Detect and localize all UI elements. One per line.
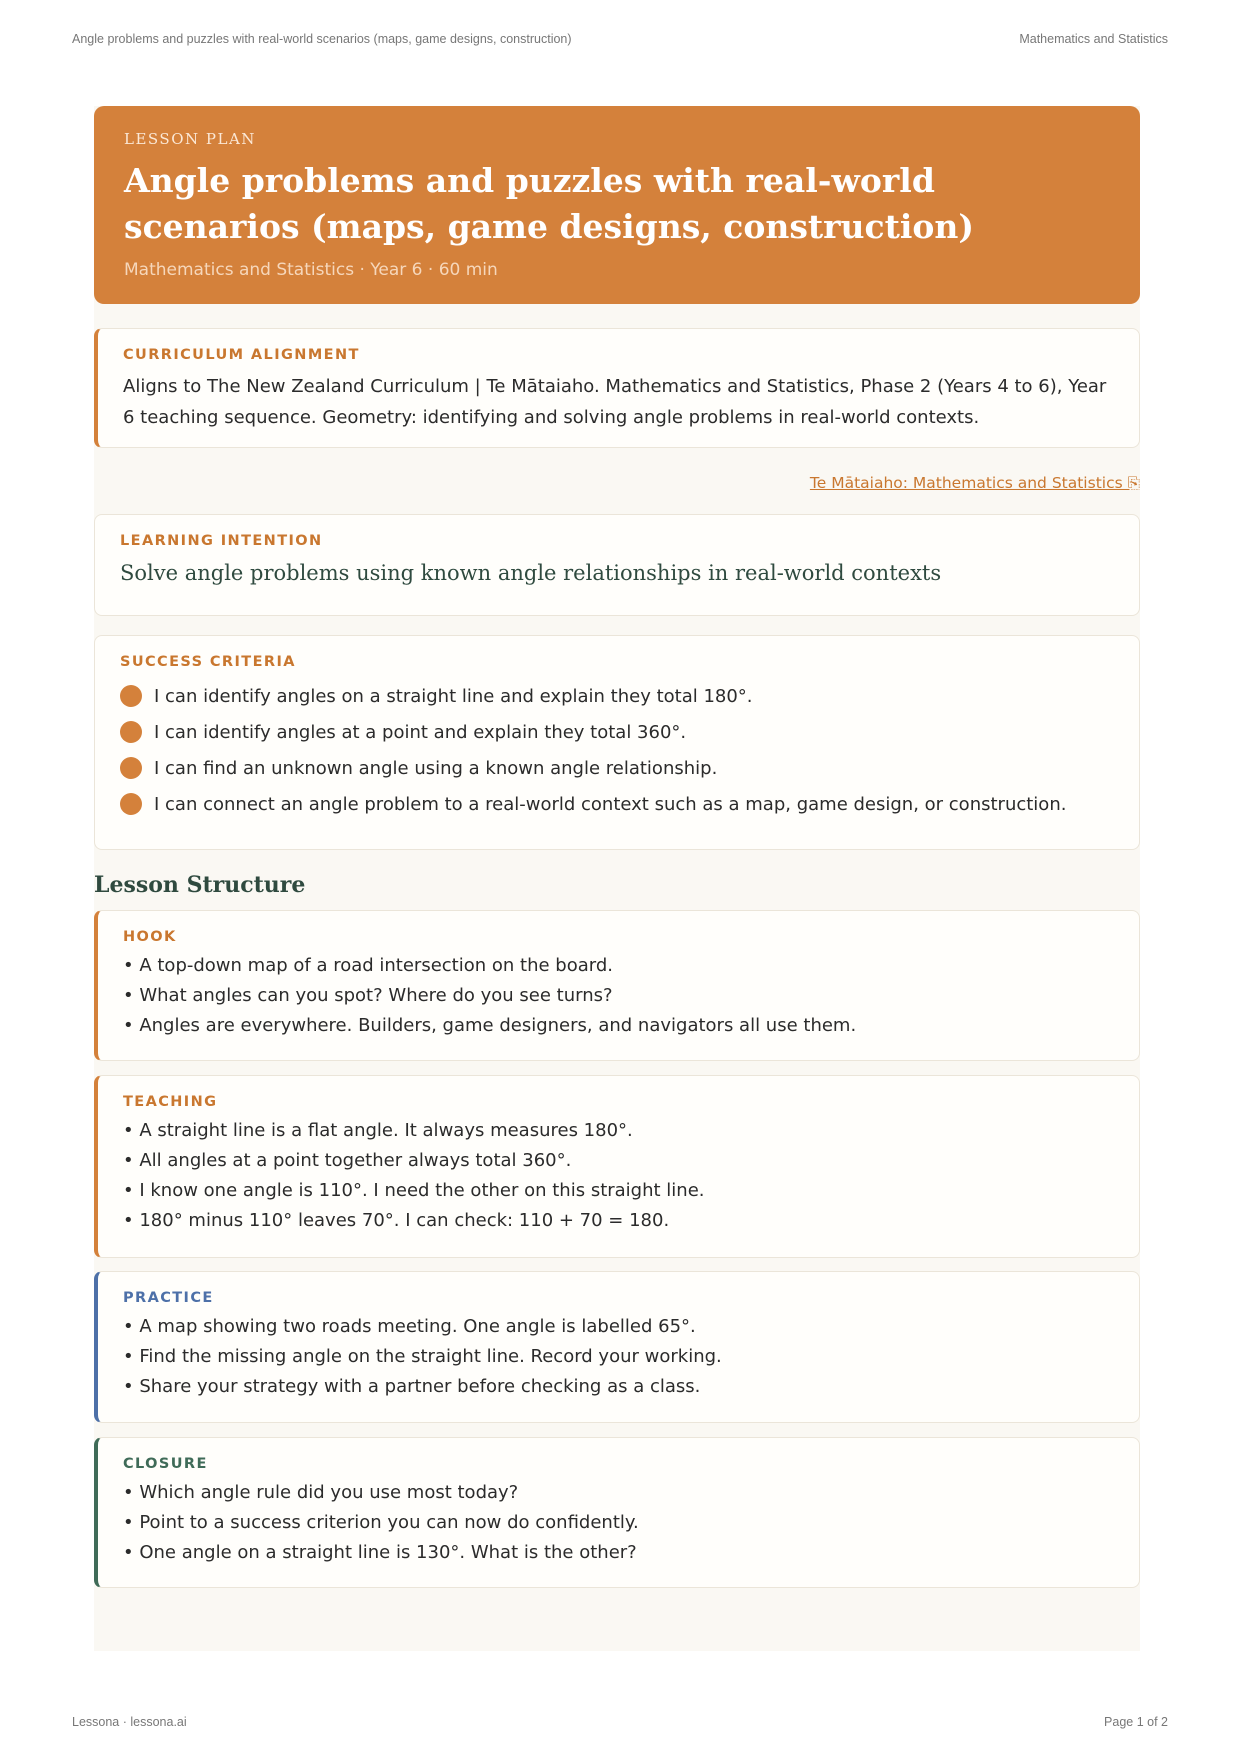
teaching-label: TEACHING <box>123 1094 218 1110</box>
curriculum-alignment-card <box>94 328 1140 448</box>
list-item: • Find the missing angle on the straight line. Record your working. <box>123 1346 722 1367</box>
learning-intention-card <box>94 514 1140 616</box>
learning-intention-text: Solve angle problems using known angle relationships in real-world contexts <box>120 561 942 585</box>
success-criterion <box>120 786 1114 822</box>
success-criterion-text: I can identify angles on a straight line and explain they total 180°. <box>154 685 753 707</box>
list-item: • Which angle rule did you use most today? <box>123 1482 519 1503</box>
hook-list <box>123 951 1114 1041</box>
closure-label: CLOSURE <box>123 1456 208 1472</box>
success-criterion <box>120 750 1114 786</box>
curriculum-alignment-label: CURRICULUM ALIGNMENT <box>123 347 360 363</box>
success-criteria-label: SUCCESS CRITERIA <box>120 654 296 670</box>
running-header-title: Angle problems and puzzles with real-world scenarios (maps, game designs, construction) <box>72 32 572 46</box>
list-item: • Point to a success criterion you can now do confidently. <box>123 1512 639 1533</box>
list-item: • What angles can you spot? Where do you see turns? <box>123 985 613 1006</box>
curriculum-reference-link[interactable]: Te Mātaiaho: Mathematics and Statistics ⎘ <box>809 474 1140 492</box>
page-number: Page 1 of 2 <box>1104 1715 1168 1729</box>
list-item: • 180° minus 110° leaves 70°. I can check: 110 + 70 = 180. <box>123 1210 670 1231</box>
page-title: Angle problems and puzzles with real-world scenarios (maps, game designs, construction) <box>124 161 975 246</box>
bullet-dot-icon <box>120 757 142 779</box>
learning-intention-label: LEARNING INTENTION <box>120 533 323 549</box>
list-item: • All angles at a point together always total 360°. <box>123 1150 572 1171</box>
success-criteria-card <box>94 635 1140 850</box>
success-criterion <box>120 678 1114 714</box>
running-footer <box>72 1715 1168 1729</box>
lesson-structure-title: Lesson Structure <box>94 872 306 898</box>
practice-list <box>123 1312 1114 1402</box>
practice-label: PRACTICE <box>123 1290 214 1306</box>
list-item: • Angles are everywhere. Builders, game designers, and navigators all use them. <box>123 1015 857 1036</box>
success-criterion-text: I can identify angles at a point and explain they total 360°. <box>154 721 687 743</box>
practice-card <box>94 1271 1140 1423</box>
hook-card <box>94 910 1140 1061</box>
closure-card <box>94 1437 1140 1588</box>
banner-eyebrow: LESSON PLAN <box>124 130 256 148</box>
lesson-meta: Mathematics and Statistics · Year 6 · 60 min <box>124 260 498 280</box>
running-header-subject: Mathematics and Statistics <box>1019 32 1168 46</box>
list-item: • Share your strategy with a partner before checking as a class. <box>123 1376 701 1397</box>
lesson-banner <box>94 106 1140 304</box>
bullet-dot-icon <box>120 721 142 743</box>
list-item: • A top-down map of a road intersection on the board. <box>123 955 613 976</box>
list-item: • A map showing two roads meeting. One angle is labelled 65°. <box>123 1316 696 1337</box>
bullet-dot-icon <box>120 793 142 815</box>
list-item: • I know one angle is 110°. I need the other on this straight line. <box>123 1180 705 1201</box>
teaching-card <box>94 1075 1140 1258</box>
footer-brand: Lessona · lessona.ai <box>72 1715 187 1729</box>
success-criterion <box>120 714 1114 750</box>
list-item: • A straight line is a flat angle. It always measures 180°. <box>123 1120 633 1141</box>
success-criteria-list <box>120 678 1114 822</box>
success-criterion-text: I can connect an angle problem to a real-world context such as a map, game design, or construction. <box>154 793 1067 815</box>
curriculum-alignment-text: Aligns to The New Zealand Curriculum | Te Mātaiaho. Mathematics and Statistics, Phase 2 (Years 4 to 6), Year 6 teaching sequence. Geometry: identifying and solving angle problems in real-world contexts. <box>123 376 1107 428</box>
hook-label: HOOK <box>123 929 177 945</box>
closure-list <box>123 1478 1114 1568</box>
list-item: • One angle on a straight line is 130°. What is the other? <box>123 1542 637 1563</box>
bullet-dot-icon <box>120 685 142 707</box>
teaching-list <box>123 1116 1114 1236</box>
success-criterion-text: I can find an unknown angle using a known angle relationship. <box>154 757 718 779</box>
running-header <box>72 32 1168 46</box>
